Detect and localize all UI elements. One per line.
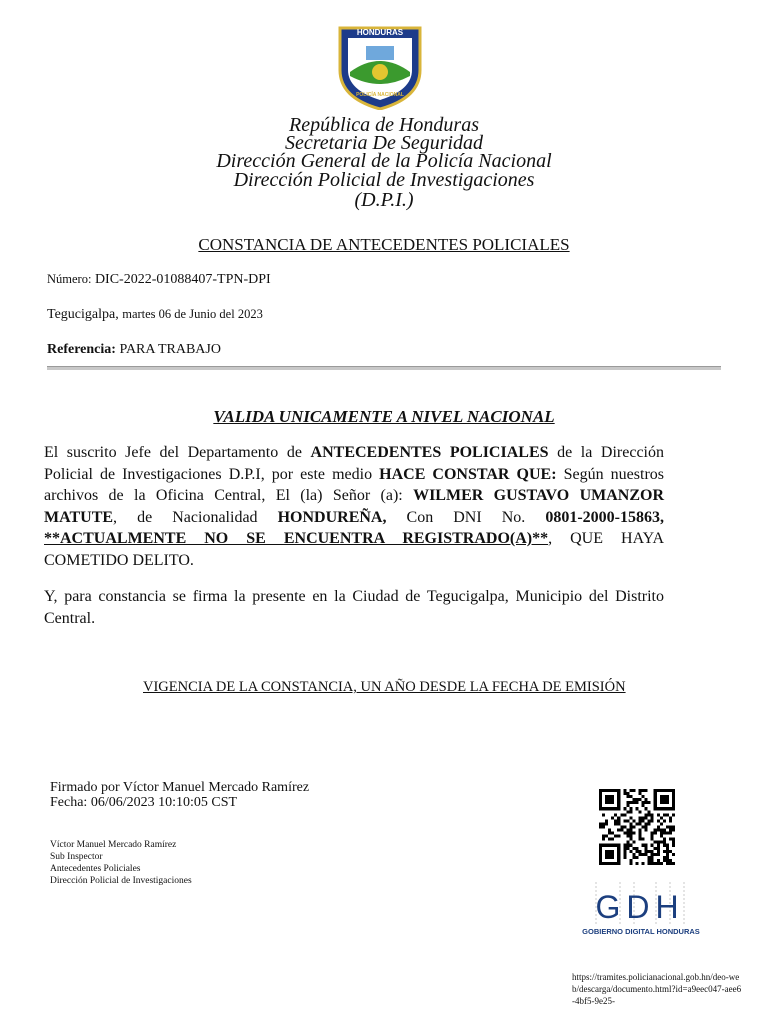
header-line-secretaria: Secretaria De Seguridad (284, 132, 484, 154)
vigencia-text: VIGENCIA DE LA CONSTANCIA, UN AÑO DESDE LA FECHA DE EMISIÓN (143, 679, 626, 695)
p1-text-e: Según nuestros archivos de la Oficina Central, El (la) Señor (a): (44, 465, 664, 504)
signer-department: Antecedentes Policiales (50, 864, 141, 874)
valida-heading: VALIDA UNICAMENTE A NIVEL NACIONAL (213, 407, 555, 426)
p1-nationality: HONDUREÑA, (277, 508, 387, 526)
gdh-letters: GDH (595, 889, 685, 925)
header-line-republic: República de Honduras (289, 114, 479, 136)
referencia-label: Referencia: (47, 342, 116, 357)
signature-block (50, 839, 192, 887)
p1-text-i: Con DNI No. (386, 508, 546, 526)
referencia-value: PARA TRABAJO (119, 342, 221, 357)
verification-url[interactable]: https://tramites.policianacional.gob.hn/deo-web/descarga/documento.html?id=a9eec047-aee6-4bf5-9e25- (572, 972, 742, 1006)
header-line-direccion-policial: Dirección Policial de Investigaciones (233, 169, 535, 191)
city-label: Tegucigalpa, (47, 307, 119, 322)
signer-name: Víctor Manuel Mercado Ramírez (50, 840, 177, 850)
p1-dni: 0801-2000-15863, (545, 508, 664, 526)
p1-status: **ACTUALMENTE NO SE ENCUENTRA REGISTRADO(A)** (44, 530, 549, 547)
header-line-dpi: (D.P.I.) (354, 189, 414, 211)
logo-top-text: HONDURAS (356, 28, 404, 37)
gdh-label: GOBIERNO DIGITAL HONDURAS (582, 927, 700, 936)
numero-row (47, 272, 271, 288)
digital-signature (50, 780, 309, 810)
p1-bold-department: ANTECEDENTES POLICIALES (310, 444, 549, 461)
body-paragraph-2: Y, para constancia se firma la presente en la Ciudad de Tegucigalpa, Municipio del Distrito Central. (44, 588, 664, 627)
numero-label: Número: (47, 272, 92, 286)
signer-direction: Dirección Policial de Investigaciones (50, 876, 192, 886)
numero-value: DIC-2022-01088407-TPN-DPI (94, 272, 271, 287)
body-paragraph-1 (44, 442, 664, 571)
p1-text-g: , de Nacionalidad (113, 508, 278, 526)
date-value: martes 06 de Junio del 2023 (122, 307, 263, 321)
p1-person-name: WILMER GUSTAVO UMANZOR MATUTE (44, 487, 665, 526)
signed-by: Firmado por Víctor Manuel Mercado Ramírez (50, 780, 310, 795)
header-line-direccion-general: Dirección General de la Policía Nacional (216, 150, 552, 172)
document-title: CONSTANCIA DE ANTECEDENTES POLICIALES (198, 235, 570, 254)
referencia-row (47, 342, 221, 358)
p1-text-c: de la Dirección Policial de Investigaciones D.P.I, por este medio (44, 444, 664, 483)
police-shield-logo (336, 20, 424, 110)
qr-code (598, 789, 676, 865)
signer-rank: Sub Inspector (50, 852, 103, 862)
p1-bold-hace-constar: HACE CONSTAR QUE: (379, 465, 557, 483)
p1-text-l: , QUE HAYA COMETIDO DELITO. (44, 530, 664, 569)
date-row (47, 307, 263, 323)
signed-date: Fecha: 06/06/2023 10:10:05 CST (50, 795, 238, 810)
divider (47, 366, 721, 370)
logo-bottom-text: POLICÍA NACIONAL (356, 92, 404, 98)
p1-text-a: El suscrito Jefe del Departamento de (44, 444, 311, 461)
